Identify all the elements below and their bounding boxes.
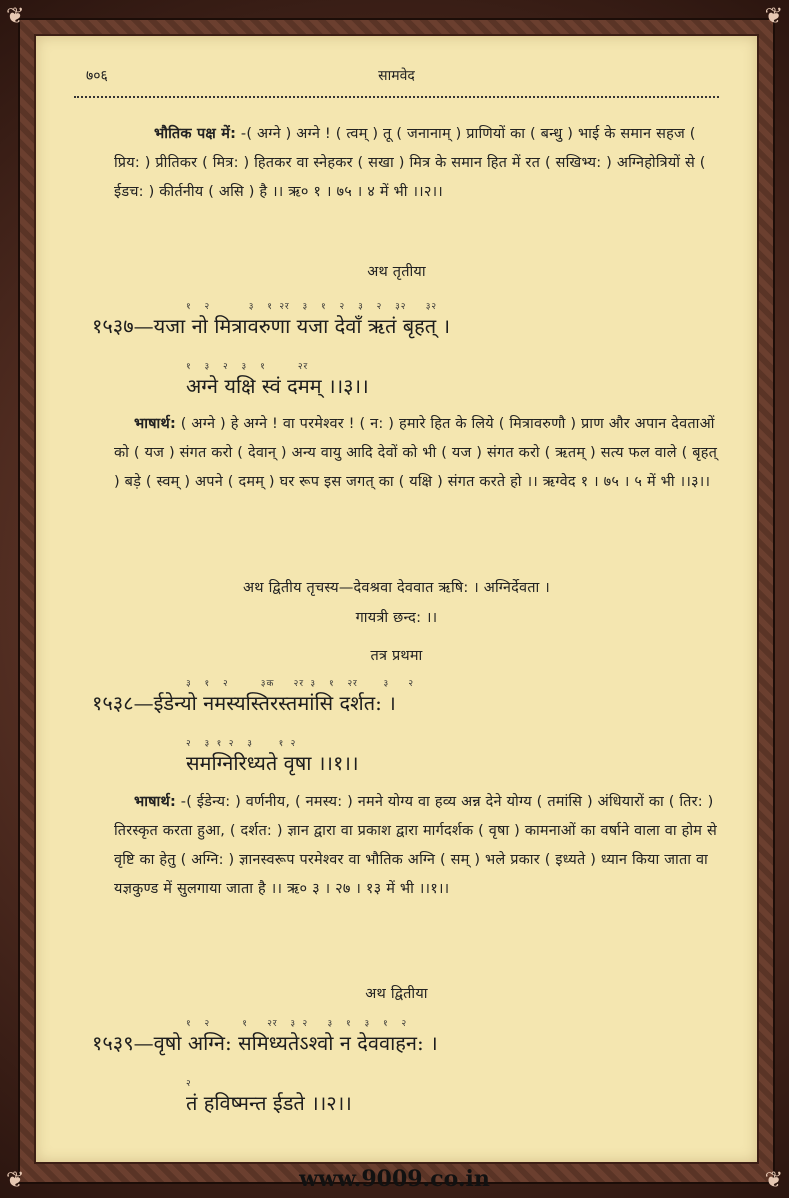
section-heading: अथ द्वितीया [365, 986, 428, 1002]
header-divider [74, 96, 719, 98]
section-meter: गायत्री छन्द: ।। [355, 610, 438, 626]
svara-marks: १ २ १ २र ३ २ ३ १ ३ १ २ [186, 1019, 408, 1029]
svara-marks: ३ १ २ ३क २र ३ १ २र ३ २ [186, 679, 415, 689]
paragraph-label: भाषार्थ: [134, 794, 176, 810]
section-heading: अथ तृतीया [367, 264, 426, 280]
svara-marks: १ ३ २ ३ १ २र [186, 362, 309, 372]
paragraph-material-meaning [114, 120, 719, 207]
page [34, 34, 759, 1164]
book-title: सामवेद [378, 68, 415, 84]
mantra-line: १५३९—वृषो अग्नि: समिध्यतेऽश्वो न देववाहन: । [92, 1031, 438, 1055]
paragraph-translation [114, 788, 719, 904]
paragraph-label: भौतिक पक्ष में: [154, 126, 237, 142]
corner-ornament-icon: ❦ [764, 1168, 783, 1193]
svara-marks: २ ३ १ २ ३ १ २ [186, 739, 297, 749]
corner-ornament-icon: ❦ [764, 4, 783, 29]
paragraph-label: भाषार्थ: [134, 416, 176, 432]
mantra-line: अग्ने यक्षि स्वं दमम् ।।३।। [186, 374, 369, 398]
paragraph-text: ( अग्ने ) हे अग्ने ! वा परमेश्वर ! ( न: ) हमारे हित के लिये ( मित्रावरुणौ ) प्राण और अपान देवताओं को ( यज ) संगत करो ( देवान् ) अन्य वायु आदि देवों को भी ( यज ) संगत करो ( ऋतम् ) सत्य फल वाले ( बृहत् ) बड़े ( स्वम् ) अपने ( दमम् ) घर रूप इस जगत् का ( यक्षि ) संगत करते हो ।। ऋग्वेद १ । ७५ । ५ में भी ।।३।। [114, 416, 718, 490]
page-header [76, 66, 717, 90]
corner-ornament-icon: ❦ [6, 1168, 25, 1193]
mantra-line: समग्निरिध्यते वृषा ।।१।। [186, 751, 359, 775]
paragraph-translation [114, 410, 719, 497]
svara-marks: २ [186, 1079, 192, 1089]
paragraph-text: -( अग्ने ) अग्ने ! ( त्वम् ) तू ( जनानाम् ) प्राणियों का ( बन्धु ) भाई के समान सहज ( प्रिय: ) प्रीतिकर ( मित्र: ) हितकर वा स्नेहकर ( सखा ) मित्र के समान हित में रत ( सखिभ्य: ) अग्निहोत्रियों से ( ईडच: ) कीर्तनीय ( असि ) है ।। ऋ० १ । ७५ । ४ में भी ।।२।। [114, 126, 706, 200]
page-number: ७०६ [86, 68, 108, 84]
corner-ornament-icon: ❦ [6, 4, 25, 29]
section-heading: तत्र प्रथमा [370, 648, 423, 664]
paragraph-text: -( ईडेन्य: ) वर्णनीय, ( नमस्य: ) नमने योग्य वा हव्य अन्न देने योग्य ( तमांसि ) अंधियारों का ( तिर: ) तिरस्कृत करता हुआ, ( दर्शत: ) ज्ञान द्वारा वा प्रकाश द्वारा मार्गदर्शक ( वृषा ) कामनाओं का वर्षाने वाला वा होम से वृष्टि का हेतु ( अग्नि: ) ज्ञानस्वरूप परमेश्वर वा भौतिक अग्नि ( सम् ) भले प्रकार ( इध्यते ) ध्यान किया जाता वा यज्ञकुण्ड में सुलगाया जाता है ।। ऋ० ३ । २७ । १३ में भी ।।१।। [114, 794, 717, 897]
mantra-line: तं हविष्मन्त ईडते ।।२।। [186, 1091, 352, 1115]
mantra-line: १५३८—ईडेन्यो नमस्यस्तिरस्तमांसि दर्शत: । [92, 691, 396, 715]
svara-marks: १ २ ३ १ २र ३ १ २ ३ २ ३२ ३२ [186, 302, 438, 312]
mantra-line: १५३७—यजा नो मित्रावरुणा यजा देवाँ ऋतं बृहत् । [92, 314, 451, 338]
footer-url[interactable]: www.9009.co.in [299, 1166, 490, 1192]
section-heading: अथ द्वितीय तृचस्य—देवश्रवा देववात ऋषि: । अग्निर्देवता । [243, 580, 550, 596]
